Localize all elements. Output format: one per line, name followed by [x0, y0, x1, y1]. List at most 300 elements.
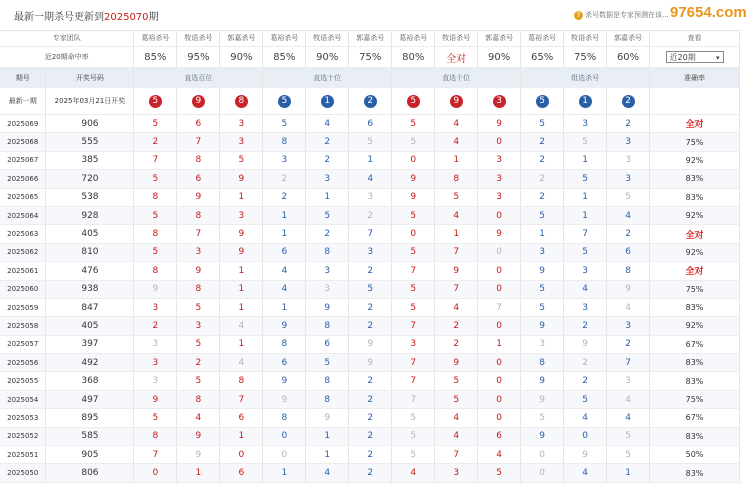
kill-cell: 7	[220, 390, 263, 408]
kill-cell: 8	[177, 390, 220, 408]
kill-cell: 3	[134, 354, 177, 372]
kill-cell: 6	[263, 243, 306, 261]
kill-cell: 8	[177, 280, 220, 298]
kill-cell: 5	[564, 390, 607, 408]
accuracy-cell: 92%	[650, 151, 740, 169]
kill-ball: 2	[364, 95, 377, 108]
kill-cell: 2	[607, 225, 650, 243]
kill-cell: 9	[349, 354, 392, 372]
period-cell: 2025065	[0, 188, 46, 206]
site-watermark: 97654.com	[670, 4, 747, 21]
kill-cell: 3	[435, 464, 478, 482]
kill-cell: 5	[392, 446, 435, 464]
table-row	[0, 372, 740, 390]
kill-cell: 4	[564, 409, 607, 427]
kill-cell: 9	[564, 335, 607, 353]
draw-cell: 385	[46, 151, 134, 169]
kill-cell: 4	[478, 446, 521, 464]
kill-cell: 2	[607, 115, 650, 133]
kill-cell: 1	[263, 464, 306, 482]
kill-cell: 3	[306, 170, 349, 188]
view-label: 查看	[650, 30, 740, 47]
accuracy-cell: 75%	[650, 280, 740, 298]
table-row	[0, 243, 740, 261]
kill-cell: 4	[435, 427, 478, 445]
kill-cell: 6	[177, 115, 220, 133]
kill-cell: 9	[177, 446, 220, 464]
kill-cell: 9	[478, 115, 521, 133]
kill-cell: 2	[349, 464, 392, 482]
draw-cell: 405	[46, 317, 134, 335]
kill-cell: 2	[521, 170, 564, 188]
kill-cell: 8	[263, 133, 306, 151]
accuracy-cell: 75%	[650, 390, 740, 408]
kill-cell: 5	[306, 206, 349, 224]
accuracy-cell: 92%	[650, 243, 740, 261]
period-cell: 2025060	[0, 280, 46, 298]
kill-cell: 1	[564, 206, 607, 224]
expert-name: 葛裕杀号	[134, 30, 177, 47]
kill-cell: 2	[134, 317, 177, 335]
kill-cell: 7	[435, 446, 478, 464]
kill-cell: 8	[134, 225, 177, 243]
kill-cell: 5	[177, 372, 220, 390]
kill-cell: 4	[349, 170, 392, 188]
kill-cell: 9	[134, 280, 177, 298]
kill-cell: 4	[564, 464, 607, 482]
kill-cell: 5	[392, 298, 435, 316]
draw-cell: 847	[46, 298, 134, 316]
expert-rate: 95%	[177, 47, 220, 68]
kill-cell: 5	[306, 354, 349, 372]
kill-cell: 4	[435, 115, 478, 133]
kill-cell: 9	[521, 427, 564, 445]
kill-cell: 4	[435, 298, 478, 316]
kill-cell: 1	[349, 151, 392, 169]
kill-cell: 8	[263, 409, 306, 427]
kill-cell: 5	[392, 427, 435, 445]
kill-cell: 3	[306, 280, 349, 298]
period-cell: 2025064	[0, 206, 46, 224]
kill-cell: 7	[177, 225, 220, 243]
expert-team-label: 专家团队	[0, 30, 134, 47]
kill-cell: 4	[177, 409, 220, 427]
kill-cell: 9	[220, 170, 263, 188]
kill-cell: 8	[607, 262, 650, 280]
kill-ball: 5	[278, 95, 291, 108]
kill-cell: 9	[134, 390, 177, 408]
accuracy-cell: 83%	[650, 427, 740, 445]
kill-cell: 1	[263, 206, 306, 224]
kill-cell: 9	[306, 298, 349, 316]
kill-cell: 3	[564, 298, 607, 316]
accuracy-cell: 83%	[650, 354, 740, 372]
table-row	[0, 427, 740, 445]
kill-cell: 0	[392, 151, 435, 169]
expert-name: 牧语杀号	[564, 30, 607, 47]
table-row	[0, 188, 740, 206]
kill-cell: 5	[392, 243, 435, 261]
period-cell: 2025066	[0, 170, 46, 188]
kill-cell: 5	[177, 335, 220, 353]
kill-cell: 3	[478, 188, 521, 206]
kill-cell: 1	[564, 151, 607, 169]
kill-cell: 6	[263, 354, 306, 372]
kill-cell: 3	[306, 262, 349, 280]
kill-cell: 2	[349, 409, 392, 427]
kill-cell: 0	[220, 446, 263, 464]
kill-cell: 2	[349, 427, 392, 445]
expert-name: 牧语杀号	[177, 30, 220, 47]
kill-cell: 4	[263, 262, 306, 280]
kill-cell: 8	[306, 243, 349, 261]
kill-cell: 3	[349, 243, 392, 261]
kill-cell: 3	[220, 115, 263, 133]
kill-cell: 7	[478, 298, 521, 316]
kill-cell: 4	[220, 317, 263, 335]
expert-rate: 60%	[607, 47, 650, 68]
expert-rate: 75%	[564, 47, 607, 68]
kill-cell: 3	[177, 243, 220, 261]
kill-cell: 2	[263, 188, 306, 206]
kill-cell: 9	[521, 317, 564, 335]
kill-cell: 0	[478, 317, 521, 335]
latest-date: 2025年03月21日开奖	[46, 88, 134, 115]
kill-cell: 1	[435, 151, 478, 169]
kill-ball: 5	[407, 95, 420, 108]
expert-rate: 85%	[134, 47, 177, 68]
kill-cell: 8	[134, 427, 177, 445]
kill-cell: 5	[564, 170, 607, 188]
table-row	[0, 464, 740, 482]
kill-cell: 5	[220, 151, 263, 169]
kill-cell: 0	[521, 446, 564, 464]
kill-cell: 2	[177, 354, 220, 372]
accuracy-cell: 67%	[650, 335, 740, 353]
kill-cell: 9	[392, 170, 435, 188]
kill-cell: 0	[263, 446, 306, 464]
kill-cell: 3	[220, 206, 263, 224]
info-note[interactable]: ? 杀号数据是专家预测在该...	[574, 10, 669, 20]
table-row	[0, 298, 740, 316]
kill-cell: 2	[564, 317, 607, 335]
expert-name: 郭嘉杀号	[220, 30, 263, 47]
period-cell: 2025055	[0, 372, 46, 390]
kill-cell: 0	[392, 225, 435, 243]
kill-cell: 0	[134, 464, 177, 482]
kill-cell: 5	[435, 390, 478, 408]
table-row	[0, 133, 740, 151]
kill-cell: 9	[263, 317, 306, 335]
table-row	[0, 409, 740, 427]
kill-cell: 2	[349, 390, 392, 408]
table-row	[0, 335, 740, 353]
kill-ball: 5	[149, 95, 162, 108]
kill-cell: 2	[607, 335, 650, 353]
kill-cell: 7	[134, 446, 177, 464]
period-cell: 2025063	[0, 225, 46, 243]
kill-cell: 0	[521, 464, 564, 482]
kill-cell: 2	[349, 206, 392, 224]
table-row	[0, 354, 740, 372]
column-header-row	[0, 68, 740, 89]
kill-cell: 1	[306, 188, 349, 206]
kill-cell: 1	[220, 280, 263, 298]
kill-cell: 0	[478, 409, 521, 427]
draw-cell: 497	[46, 390, 134, 408]
kill-cell: 2	[349, 298, 392, 316]
accuracy-cell: 83%	[650, 298, 740, 316]
kill-cell: 5	[392, 115, 435, 133]
kill-cell: 3	[134, 372, 177, 390]
period-cell: 2025067	[0, 151, 46, 169]
kill-cell: 3	[607, 170, 650, 188]
kill-ball: 3	[493, 95, 506, 108]
table-row	[0, 390, 740, 408]
kill-cell: 3	[349, 188, 392, 206]
kill-cell: 3	[220, 133, 263, 151]
period-cell: 2025050	[0, 464, 46, 482]
draw-cell: 476	[46, 262, 134, 280]
kill-cell: 9	[349, 335, 392, 353]
kill-cell: 2	[306, 225, 349, 243]
kill-cell: 1	[263, 298, 306, 316]
kill-cell: 9	[392, 188, 435, 206]
kill-cell: 1	[263, 225, 306, 243]
kill-cell: 6	[607, 243, 650, 261]
kill-cell: 1	[220, 335, 263, 353]
kill-cell: 3	[607, 317, 650, 335]
period-cell: 2025057	[0, 335, 46, 353]
period-cell: 2025059	[0, 298, 46, 316]
chevron-down-icon: ▾	[716, 54, 720, 62]
kill-cell: 8	[521, 354, 564, 372]
kill-cell: 1	[220, 188, 263, 206]
draw-cell: 397	[46, 335, 134, 353]
kill-cell: 9	[263, 390, 306, 408]
kill-cell: 3	[134, 298, 177, 316]
period-cell: 2025069	[0, 115, 46, 133]
kill-cell: 9	[607, 280, 650, 298]
col-group: 直选百位	[134, 68, 263, 89]
kill-cell: 8	[263, 335, 306, 353]
kill-cell: 4	[435, 133, 478, 151]
expert-accuracy-row	[0, 47, 740, 68]
kill-cell: 0	[263, 427, 306, 445]
kill-cell: 4	[607, 298, 650, 316]
kill-cell: 7	[435, 243, 478, 261]
accuracy-cell: 50%	[650, 446, 740, 464]
kill-cell: 6	[306, 335, 349, 353]
kill-cell: 5	[349, 280, 392, 298]
period-cell: 2025052	[0, 427, 46, 445]
kill-cell: 7	[435, 280, 478, 298]
kill-cell: 9	[306, 409, 349, 427]
kill-cell: 6	[478, 427, 521, 445]
kill-cell: 4	[392, 464, 435, 482]
kill-cell: 7	[134, 151, 177, 169]
kill-cell: 7	[392, 354, 435, 372]
draw-cell: 538	[46, 188, 134, 206]
draw-cell: 905	[46, 446, 134, 464]
kill-cell: 2	[349, 262, 392, 280]
kill-cell: 9	[478, 225, 521, 243]
kill-cell: 2	[349, 372, 392, 390]
kill-cell: 5	[134, 409, 177, 427]
kill-cell: 1	[435, 225, 478, 243]
kill-cell: 4	[607, 390, 650, 408]
kill-cell: 5	[607, 188, 650, 206]
col-group: 组选杀号	[521, 68, 650, 89]
kill-ball: 1	[579, 95, 592, 108]
kill-cell: 2	[521, 151, 564, 169]
expert-name: 郭嘉杀号	[349, 30, 392, 47]
col-draw: 开奖号码	[46, 68, 134, 89]
period-select-cell	[650, 47, 740, 68]
kill-cell: 4	[263, 280, 306, 298]
accuracy-cell: 92%	[650, 206, 740, 224]
period-cell: 2025068	[0, 133, 46, 151]
kill-cell: 1	[607, 464, 650, 482]
kill-cell: 5	[392, 206, 435, 224]
kill-cell: 1	[306, 427, 349, 445]
kill-cell: 5	[564, 243, 607, 261]
kill-cell: 9	[263, 372, 306, 390]
expert-rate: 75%	[349, 47, 392, 68]
period-cell: 2025051	[0, 446, 46, 464]
period-cell: 2025053	[0, 409, 46, 427]
kill-cell: 6	[220, 409, 263, 427]
kill-cell: 1	[306, 446, 349, 464]
kill-cell: 3	[177, 317, 220, 335]
kill-cell: 1	[220, 427, 263, 445]
kill-cell: 2	[263, 170, 306, 188]
draw-cell: 806	[46, 464, 134, 482]
kill-cell: 5	[435, 372, 478, 390]
kill-cell: 6	[177, 170, 220, 188]
kill-cell: 7	[392, 317, 435, 335]
expert-rate: 90%	[220, 47, 263, 68]
kill-cell: 5	[521, 298, 564, 316]
accuracy-cell: 全对	[650, 115, 740, 133]
accuracy-cell: 83%	[650, 372, 740, 390]
draw-cell: 405	[46, 225, 134, 243]
kill-cell: 1	[564, 188, 607, 206]
kill-cell: 3	[263, 151, 306, 169]
col-period: 期号	[0, 68, 46, 89]
draw-cell: 585	[46, 427, 134, 445]
kill-cell: 9	[435, 354, 478, 372]
draw-cell: 492	[46, 354, 134, 372]
kill-cell: 0	[478, 133, 521, 151]
accuracy-cell: 全对	[650, 225, 740, 243]
table-row	[0, 151, 740, 169]
kill-cell: 0	[478, 354, 521, 372]
kill-ball: 9	[450, 95, 463, 108]
expert-name: 郭嘉杀号	[478, 30, 521, 47]
kill-cell: 2	[306, 151, 349, 169]
kill-cell: 9	[220, 225, 263, 243]
kill-cell: 8	[306, 317, 349, 335]
period-cell: 2025058	[0, 317, 46, 335]
draw-cell: 895	[46, 409, 134, 427]
kill-ball: 9	[192, 95, 205, 108]
kill-cell: 0	[478, 372, 521, 390]
kill-cell: 8	[435, 170, 478, 188]
kill-cell: 6	[349, 115, 392, 133]
kill-cell: 3	[607, 133, 650, 151]
expert-rate: 90%	[478, 47, 521, 68]
expert-name: 牧语杀号	[435, 30, 478, 47]
kill-cell: 2	[349, 446, 392, 464]
expert-name: 葛裕杀号	[521, 30, 564, 47]
accuracy-label: 近20期命中率	[0, 47, 134, 68]
kill-cell: 7	[564, 225, 607, 243]
page-title: 最新一期杀号更新到2025070期	[14, 12, 159, 23]
kill-cell: 0	[478, 206, 521, 224]
table-row	[0, 115, 740, 133]
kill-cell: 1	[478, 335, 521, 353]
table-row	[0, 170, 740, 188]
kill-cell: 4	[607, 409, 650, 427]
accuracy-cell: 75%	[650, 133, 740, 151]
kill-cell: 0	[478, 280, 521, 298]
kill-cell: 0	[564, 427, 607, 445]
expert-rate: 90%	[306, 47, 349, 68]
expert-name: 郭嘉杀号	[607, 30, 650, 47]
kill-cell: 5	[134, 206, 177, 224]
kill-cell: 9	[177, 262, 220, 280]
col-group: 直选十位	[263, 68, 392, 89]
kill-cell: 5	[435, 188, 478, 206]
accuracy-cell: 全对	[650, 262, 740, 280]
kill-cell: 5	[478, 464, 521, 482]
kill-cell: 4	[306, 464, 349, 482]
kill-cell: 7	[607, 354, 650, 372]
kill-cell: 3	[521, 335, 564, 353]
draw-cell: 928	[46, 206, 134, 224]
expert-name: 葛裕杀号	[392, 30, 435, 47]
kill-ball: 1	[321, 95, 334, 108]
kill-cell: 7	[392, 262, 435, 280]
kill-cell: 9	[177, 427, 220, 445]
kill-cell: 2	[349, 317, 392, 335]
kill-cell: 3	[564, 262, 607, 280]
expert-rate: 85%	[263, 47, 306, 68]
kill-cell: 1	[177, 464, 220, 482]
expert-name: 葛裕杀号	[263, 30, 306, 47]
table-row	[0, 280, 740, 298]
kill-cell: 0	[478, 262, 521, 280]
period-range-select[interactable]: 近20期 ▾	[666, 51, 724, 63]
expert-rate: 65%	[521, 47, 564, 68]
draw-cell: 720	[46, 170, 134, 188]
kill-ball: 5	[536, 95, 549, 108]
kill-cell: 4	[435, 409, 478, 427]
kill-cell: 5	[349, 133, 392, 151]
draw-cell: 810	[46, 243, 134, 261]
kill-cell: 2	[521, 188, 564, 206]
kill-cell: 4	[564, 280, 607, 298]
kill-cell: 9	[177, 188, 220, 206]
kill-cell: 9	[564, 446, 607, 464]
period-cell: 2025062	[0, 243, 46, 261]
kill-cell: 1	[220, 298, 263, 316]
kill-cell: 9	[521, 262, 564, 280]
expert-name: 牧语杀号	[306, 30, 349, 47]
kill-cell: 6	[220, 464, 263, 482]
kill-cell: 1	[220, 262, 263, 280]
